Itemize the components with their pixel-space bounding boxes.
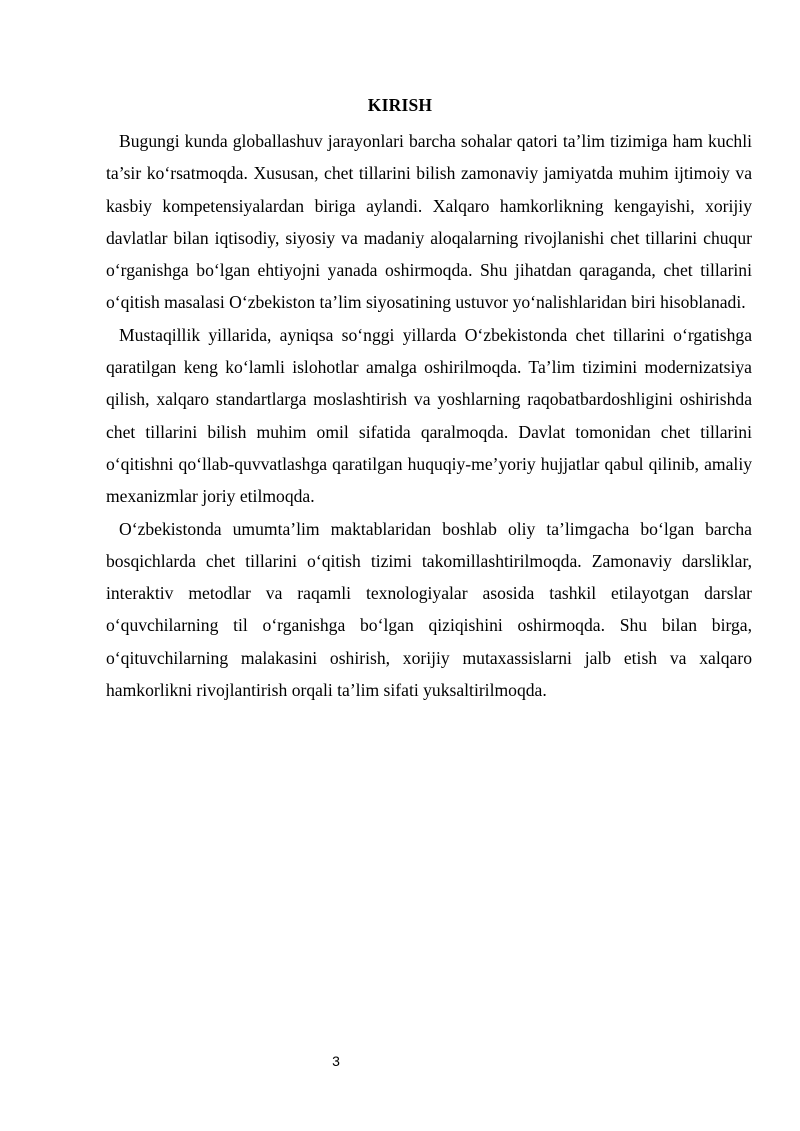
- section-heading: KIRISH: [367, 95, 433, 115]
- page-number: 3: [332, 1053, 340, 1069]
- paragraph-3: O‘zbekistonda umumta’lim maktablaridan boshlab oliy ta’limgacha bo‘lgan barcha bosqichlarda chet tillarini o‘qitish tizimi takomillashtirilmoqda. Zamonaviy darsliklar, interaktiv metodlar va raqamli texnologiyalar asosida tashkil etilayotgan darslar o‘quvchilarning til o‘rganishga bo‘lgan qiziqishini oshirmoqda. Shu bilan birga, o‘qituvchilarning malakasini oshirish, xorijiy mutaxassislarni jalb etish va xalqaro hamkorlikni rivojlantirish orqali ta’lim sifati yuksaltirilmoqda.: [106, 518, 752, 701]
- paragraph-1: Bugungi kunda globallashuv jarayonlari barcha sohalar qatori ta’lim tizimiga ham kuchli ta’sir ko‘rsatmoqda. Xususan, chet tillarini bilish zamonaviy jamiyatda muhim ijtimoiy va kasbiy kompetensiyalardan biriga aylandi. Xalqaro hamkorlikning kengayishi, xorijiy davlatlar bilan iqtisodiy, siyosiy va madaniy aloqalarning rivojlanishi chet tillarini chuqur o‘rganishga bo‘lgan ehtiyojni yanada oshirmoqda. Shu jihatdan qaraganda, chet tillarini o‘qitish masalasi O‘zbekiston ta’lim siyosatining ustuvor yo‘nalishlaridan biri hisoblanadi.: [106, 131, 752, 313]
- paragraph-2: Mustaqillik yillarida, ayniqsa so‘nggi yillarda O‘zbekistonda chet tillarini o‘rgatishga qaratilgan keng ko‘lamli islohotlar amalga oshirilmoqda. Ta’lim tizimini modernizatsiya qilish, xalqaro standartlarga moslashtirish va yoshlarning raqobatbardoshligini oshirishda chet tillarini bilish muhim omil sifatida qaralmoqda. Davlat tomonidan chet tillarini o‘qitishni qo‘llab-quvvatlashga qaratilgan huquqiy-me’yoriy hujjatlar qabul qilinib, amaliy mexanizmlar joriy etilmoqda.: [106, 324, 752, 507]
- body-text: [106, 125, 752, 706]
